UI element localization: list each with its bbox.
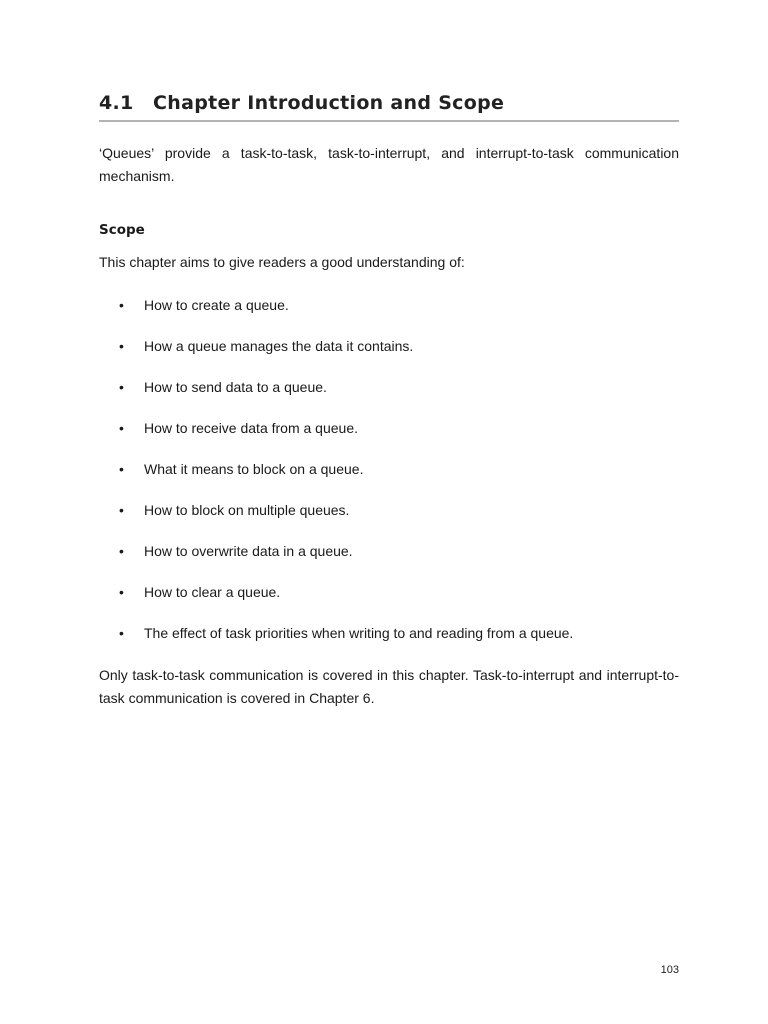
- bullet-icon: •: [119, 420, 124, 436]
- list-item-text: How to block on multiple queues.: [144, 502, 350, 518]
- bullet-icon: •: [119, 379, 124, 395]
- section-title: Chapter Introduction and Scope: [153, 92, 505, 114]
- scope-heading: Scope: [99, 222, 145, 238]
- bullet-icon: •: [119, 461, 124, 477]
- intro-paragraph: ‘Queues’ provide a task-to-task, task-to-interrupt, and interrupt-to-task communication mechanism.: [99, 145, 679, 184]
- page-number: 103: [660, 964, 679, 976]
- list-item: [99, 418, 679, 459]
- list-item: [99, 541, 679, 582]
- bullet-icon: •: [119, 584, 124, 600]
- bullet-icon: •: [119, 338, 124, 354]
- list-item-text: What it means to block on a queue.: [144, 461, 364, 477]
- scope-lead-paragraph: This chapter aims to give readers a good understanding of:: [99, 254, 465, 270]
- list-item: [99, 500, 679, 541]
- list-item: [99, 582, 679, 623]
- section-number: 4.1: [99, 92, 134, 114]
- list-item-text: How to overwrite data in a queue.: [144, 543, 353, 559]
- list-item-text: The effect of task priorities when writing to and reading from a queue.: [144, 625, 574, 641]
- list-item: [99, 459, 679, 500]
- list-item-text: How to receive data from a queue.: [144, 420, 359, 436]
- closing-paragraph: Only task-to-task communication is covered in this chapter. Task-to-interrupt and interrupt-to-task communication is covered in Chapter 6.: [99, 667, 679, 706]
- bullet-icon: •: [119, 297, 124, 313]
- bullet-icon: •: [119, 543, 124, 559]
- list-item-text: How to clear a queue.: [144, 584, 281, 600]
- list-item: [99, 336, 679, 377]
- list-item: [99, 623, 679, 664]
- list-item-text: How to send data to a queue.: [144, 379, 327, 395]
- section-heading: [99, 92, 679, 122]
- bullet-icon: •: [119, 625, 124, 641]
- list-item: [99, 377, 679, 418]
- list-item-text: How to create a queue.: [144, 297, 289, 313]
- list-item: [99, 295, 679, 336]
- scope-bullet-list: [99, 295, 679, 664]
- list-item-text: How a queue manages the data it contains.: [144, 338, 414, 354]
- bullet-icon: •: [119, 502, 124, 518]
